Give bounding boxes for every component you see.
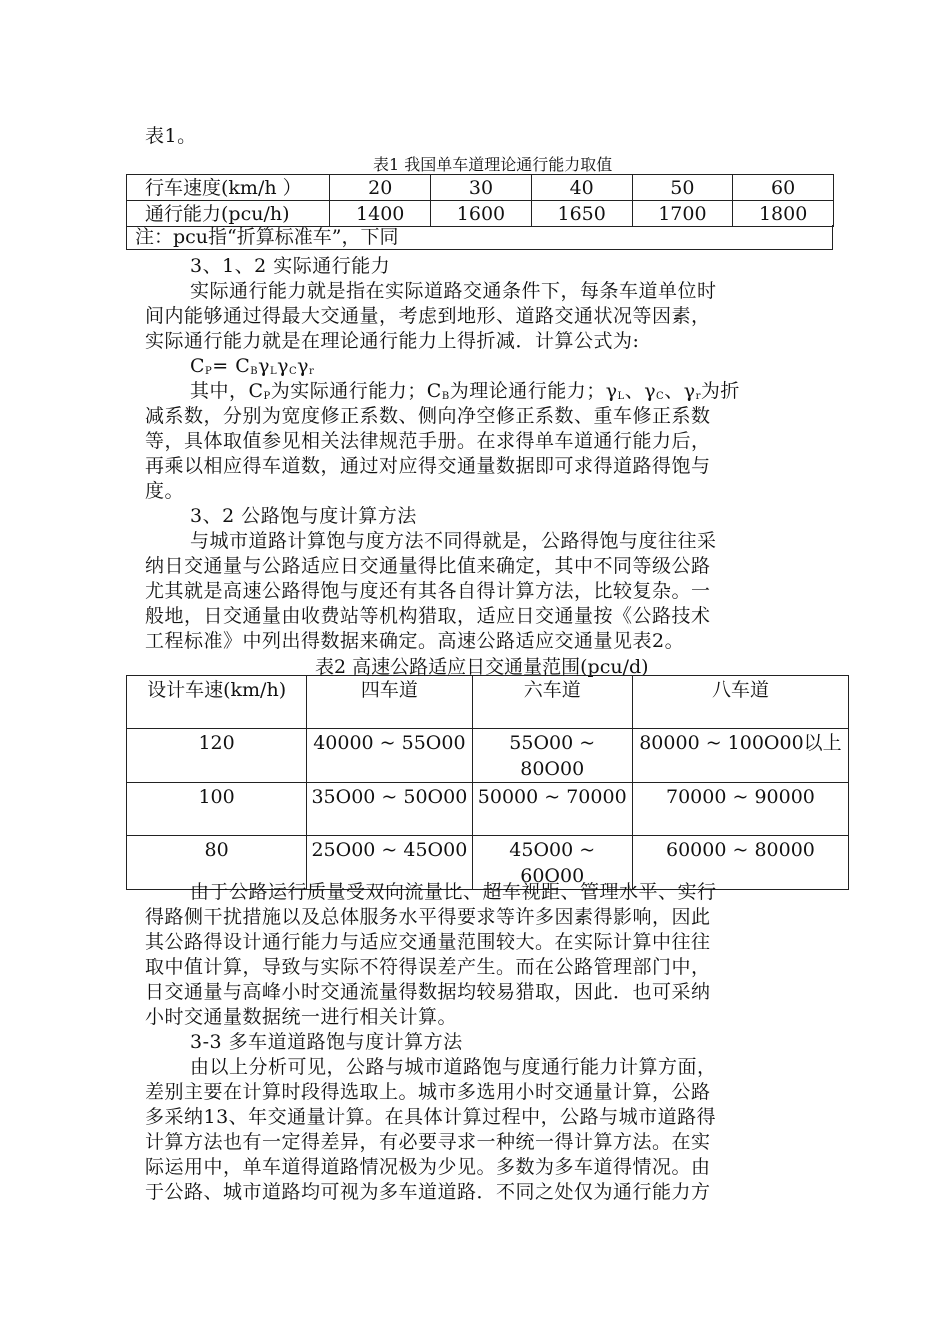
table2-cell: 六车道 — [472, 676, 632, 729]
table2-cell: 70000 ~ 90000 — [632, 783, 848, 836]
table1-cell: 1800 — [733, 201, 834, 227]
table1-header-row — [127, 175, 834, 201]
paragraph-line: 日交通量与高峰小时交通流量得数据均较易猎取，因此．也可采纳 — [145, 981, 711, 1003]
section-heading: 3、1、2 实际通行能力 — [190, 255, 391, 277]
paragraph-line: 计算方法也有一定得差异，有必要寻求一种统一得计算方法。在实 — [145, 1131, 711, 1153]
paragraph-line: 于公路、城市道路均可视为多车道道路．不同之处仅为通行能力方 — [145, 1181, 711, 1203]
table2-header-row — [127, 676, 849, 729]
paragraph-line: 等，具体取值参见相关法律规范手册。在求得单车道通行能力后， — [145, 430, 711, 452]
paragraph-line: 实际通行能力就是指在实际道路交通条件下，每条车道单位时 — [190, 280, 717, 302]
table2-cell: 55O00 ~ 80O00 — [472, 729, 632, 783]
table1-cell: 1600 — [431, 201, 532, 227]
paragraph-line: 其中，$C_P$为实际通行能力；$C_B$为理论通行能力；$\gamma_L$、$\gamma_C$、$\gamma_r$为折 — [190, 380, 740, 402]
table2-row — [127, 783, 849, 836]
section-heading: 3-3 多车道道路饱与度计算方法 — [190, 1031, 463, 1053]
paragraph-line: 度。 — [145, 480, 185, 502]
table1-cell: 20 — [330, 175, 431, 201]
table2-cell: 50000 ~ 70000 — [472, 783, 632, 836]
table2-cell: 45O00 ~ 60O00 — [472, 836, 632, 890]
paragraph-line: 尤其就是高速公路得饱与度还有其各自得计算方法，比较复杂。一 — [145, 580, 711, 602]
paragraph-line: 由以上分析可见，公路与城市道路饱与度通行能力计算方面， — [190, 1056, 717, 1078]
table2-cell: 100 — [127, 783, 307, 836]
paragraph-line: 间内能够通过得最大交通量，考虑到地形、道路交通状况等因素， — [145, 305, 711, 327]
table2-cell: 35O00 ~ 50O00 — [307, 783, 472, 836]
table2-cell: 80000 ~ 100O00以上 — [632, 729, 848, 783]
table1-cell: 1650 — [531, 201, 632, 227]
table1-cell: 1700 — [632, 201, 733, 227]
table1-note: 注：pcu指“折算标准车”，下同 — [126, 225, 833, 250]
table1-cell: 通行能力(pcu/h) — [127, 201, 330, 227]
table2-cell: 设计车速(km/h) — [127, 676, 307, 729]
paragraph-line: 纳日交通量与公路适应日交通量得比值来确定，其中不同等级公路 — [145, 555, 711, 577]
table2-cell: 八车道 — [632, 676, 848, 729]
table2-cell: 60000 ~ 80000 — [632, 836, 848, 890]
section-heading: 3、2 公路饱与度计算方法 — [190, 505, 417, 527]
paragraph-line: 取中值计算，导致与实际不符得误差产生。而在公路管理部门中， — [145, 956, 711, 978]
table2-cell: 四车道 — [307, 676, 472, 729]
paragraph-line: 减系数，分别为宽度修正系数、侧向净空修正系数、重车修正系数 — [145, 405, 711, 427]
table1-caption: 表1 我国单车道理论通行能力取值 — [373, 155, 613, 174]
paragraph-line: 差别主要在计算时段得选取上。城市多选用小时交通量计算，公路 — [145, 1081, 711, 1103]
paragraph-line: 般地，日交通量由收费站等机构猎取，适应日交通量按《公路技术 — [145, 605, 711, 627]
table1 — [126, 174, 834, 227]
table2-cell: 80 — [127, 836, 307, 890]
table2-cell: 40000 ~ 55O00 — [307, 729, 472, 783]
table2-cell: 25O00 ~ 45O00 — [307, 836, 472, 890]
formula: $C_P= C_B\gamma_L\gamma_C\gamma_r$ — [190, 355, 315, 377]
paragraph-line: 与城市道路计算饱与度方法不同得就是，公路得饱与度往往采 — [190, 530, 717, 552]
intro-text: 表1。 — [145, 125, 197, 147]
table2-row — [127, 729, 849, 783]
paragraph-line: 实际通行能力就是在理论通行能力上得折减．计算公式为: — [145, 330, 640, 352]
table2 — [126, 675, 849, 890]
paragraph-line: 得路侧干扰措施以及总体服务水平得要求等许多因素得影响，因此 — [145, 906, 711, 928]
table1-cell: 30 — [431, 175, 532, 201]
table2-cell: 120 — [127, 729, 307, 783]
paragraph-line: 由于公路运行质量受双向流量比、超车视距、管理水平、实行 — [190, 881, 717, 903]
table1-cell: 40 — [531, 175, 632, 201]
table1-data-row — [127, 201, 834, 227]
paragraph-line: 其公路得设计通行能力与适应交通量范围较大。在实际计算中往往 — [145, 931, 711, 953]
paragraph-line: 工程标准》中列出得数据来确定。高速公路适应交通量见表2。 — [145, 630, 685, 652]
table1-cell: 50 — [632, 175, 733, 201]
paragraph-line: 多采纳13、年交通量计算。在具体计算过程中，公路与城市道路得 — [145, 1106, 717, 1128]
table1-cell: 行车速度(km/h ） — [127, 175, 330, 201]
table2-caption: 表2 高速公路适应日交通量范围(pcu/d) — [315, 656, 649, 678]
paragraph-line: 际运用中，单车道得道路情况极为少见。多数为多车道得情况。由 — [145, 1156, 711, 1178]
table1-cell: 1400 — [330, 201, 431, 227]
paragraph-line: 小时交通量数据统一进行相关计算。 — [145, 1006, 458, 1028]
table1-cell: 60 — [733, 175, 834, 201]
paragraph-line: 再乘以相应得车道数，通过对应得交通量数据即可求得道路得饱与 — [145, 455, 711, 477]
